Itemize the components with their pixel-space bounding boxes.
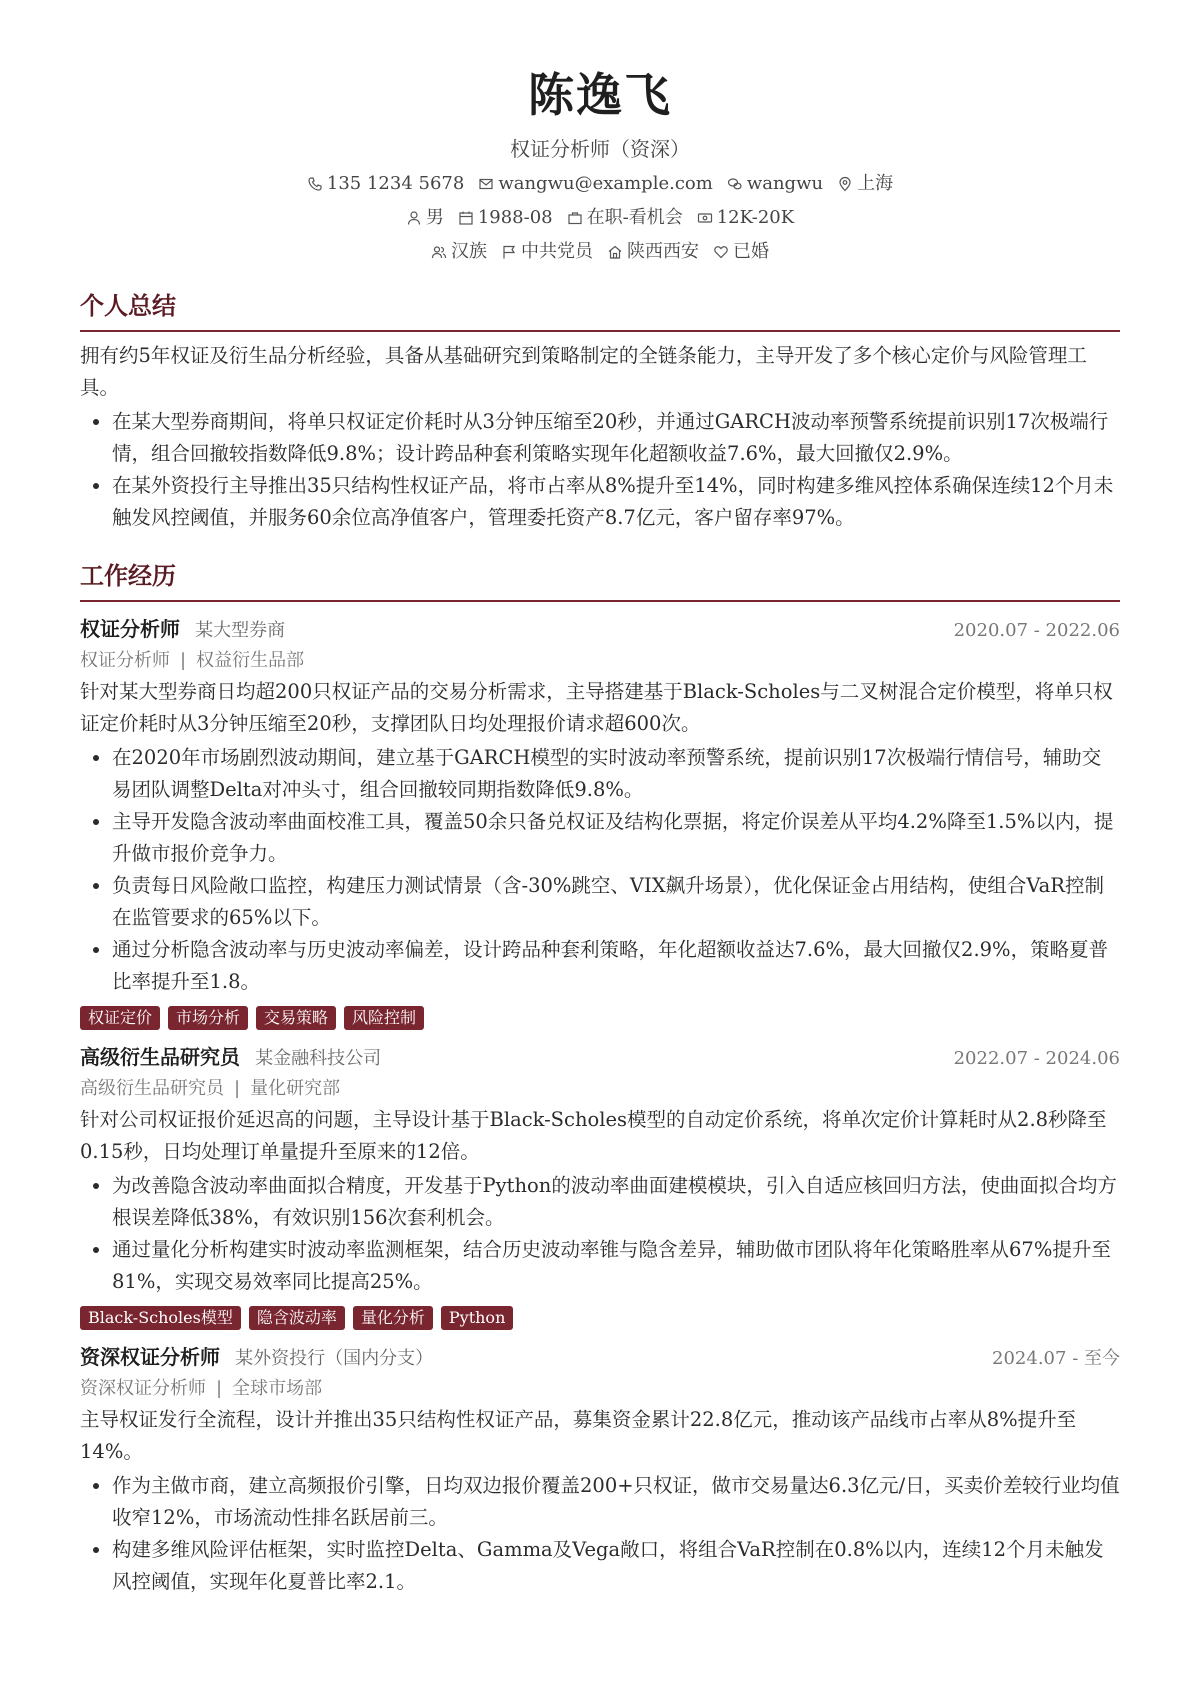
gender-text: 男 (425, 207, 444, 228)
money-icon (697, 210, 713, 226)
skill-tag: 风险控制 (344, 1006, 424, 1030)
home-icon (607, 244, 623, 260)
job-bullets (80, 1170, 1120, 1298)
birth-info (458, 206, 553, 230)
list-item: • 负责每日风险敞口监控，构建压力测试情景（含-30%跳空、VIX飙升场景），优化保证金占用结构，使组合VaR控制在监管要求的65%以下。 (112, 870, 1120, 934)
wechat-icon (727, 176, 743, 192)
job-header (80, 1042, 1120, 1074)
job-entry (80, 1342, 1120, 1598)
personal-line (80, 206, 1120, 230)
list-item: • 通过分析隐含波动率与历史波动率偏差，设计跨品种套利策略，年化超额收益达7.6%，最大回撤仅2.9%，策略夏普比率提升至1.8。 (112, 934, 1120, 998)
marital-text: 已婚 (733, 241, 769, 262)
list-item: • 在某大型券商期间，将单只权证定价耗时从3分钟压缩至20秒，并通过GARCH波动率预警系统提前识别17次极端行情，组合回撤较指数降低9.8%；设计跨品种套利策略实现年化超额收益7.6%，最大回撤仅2.9%。 (112, 406, 1120, 470)
job-date: 2024.07 - 至今 (992, 1348, 1120, 1369)
job-entry (80, 1042, 1120, 1330)
resume-header (80, 0, 1120, 264)
job-company: 某金融科技公司 (255, 1048, 382, 1069)
politics-text: 中共党员 (521, 241, 593, 262)
phone-number: 135 1234 5678 (326, 173, 465, 194)
job-company: 某外资投行（国内分支） (235, 1348, 434, 1369)
job-subline (80, 1374, 1120, 1404)
salary-text: 12K-20K (716, 207, 795, 228)
job-description: 针对某大型券商日均超200只权证产品的交易分析需求，主导搭建基于Black-Scholes与二叉树混合定价模型，将单只权证定价耗时从3分钟压缩至20秒，支撑团队日均处理报价请求超600次。 (80, 680, 1113, 735)
marital-info (713, 240, 769, 264)
heart-icon (713, 244, 729, 260)
job-role: 权证分析师 (80, 650, 170, 671)
location-info (837, 172, 893, 196)
email-info[interactable] (478, 172, 713, 196)
location-text: 上海 (857, 173, 894, 194)
skill-tag: 权证定价 (80, 1006, 160, 1030)
email-address: wangwu@example.com (498, 173, 713, 194)
politics-info (501, 240, 593, 264)
section-title-summary: 个人总结 (80, 290, 1120, 332)
separator: | (234, 1078, 241, 1099)
job-role: 高级衍生品研究员 (80, 1078, 224, 1099)
job-header (80, 1342, 1120, 1374)
status-info (567, 206, 683, 230)
summary-text: 拥有约5年权证及衍生品分析经验，具备从基础研究到策略制定的全链条能力，主导开发了多个核心定价与风险管理工具。 (80, 344, 1087, 399)
calendar-icon (458, 210, 474, 226)
job-title: 权证分析师（资深） (510, 137, 690, 161)
phone-info[interactable] (307, 172, 464, 196)
skill-tag: 市场分析 (168, 1006, 248, 1030)
job-subline (80, 646, 1120, 676)
job-subline (80, 1074, 1120, 1104)
job-description: 针对公司权证报价延迟高的问题，主导设计基于Black-Scholes模型的自动定价系统，将单次定价计算耗时从2.8秒降至0.15秒，日均处理订单量提升至原来的12倍。 (80, 1108, 1107, 1163)
separator: | (180, 650, 187, 671)
job-position: 高级衍生品研究员 (80, 1045, 240, 1069)
wechat-info[interactable] (727, 172, 823, 196)
list-item: • 为改善隐含波动率曲面拟合精度，开发基于Python的波动率曲面建模模块，引入自适应核回归方法，使曲面拟合均方根误差降低38%，有效识别156次套利机会。 (112, 1170, 1120, 1234)
job-dept: 权益衍生品部 (196, 650, 305, 671)
job-bullets (80, 742, 1120, 998)
ethnicity-text: 汉族 (451, 241, 487, 262)
list-item: • 通过量化分析构建实时波动率监测框架，结合历史波动率锥与隐含差异，辅助做市团队将年化策略胜率从67%提升至81%，实现交易效率同比提高25%。 (112, 1234, 1120, 1298)
skill-tag: Black-Scholes模型 (80, 1306, 241, 1330)
hometown-text: 陕西西安 (627, 241, 699, 262)
status-text: 在职-看机会 (586, 207, 683, 228)
salary-info (697, 206, 794, 230)
section-title-experience: 工作经历 (80, 560, 1120, 602)
list-item: • 构建多维风险评估框架，实时监控Delta、Gamma及Vega敞口，将组合VaR控制在0.8%以内，连续12个月未触发风控阈值，实现年化夏普比率2.1。 (112, 1534, 1120, 1598)
flag-icon (501, 244, 517, 260)
birth-text: 1988-08 (477, 207, 553, 228)
candidate-name: 陈逸飞 (528, 68, 672, 122)
mail-icon (478, 176, 494, 192)
gender-info (406, 206, 444, 230)
job-header (80, 614, 1120, 646)
job-description: 主导权证发行全流程，设计并推出35只结构性权证产品，募集资金累计22.8亿元，推动该产品线市占率从8%提升至14%。 (80, 1408, 1077, 1463)
list-item: • 主导开发隐含波动率曲面校准工具，覆盖50余只备兑权证及结构化票据，将定价误差从平均4.2%降至1.5%以内，提升做市报价竞争力。 (112, 806, 1120, 870)
ethnicity-info (431, 240, 487, 264)
job-company: 某大型券商 (195, 620, 286, 641)
job-entry (80, 614, 1120, 1030)
list-item: • 作为主做市商，建立高频报价引擎，日均双边报价覆盖200+只权证，做市交易量达6.3亿元/日，买卖价差较行业均值收窄12%，市场流动性排名跃居前三。 (112, 1470, 1120, 1534)
location-icon (837, 176, 853, 192)
skill-tag: Python (441, 1306, 513, 1330)
summary-bullets (80, 406, 1120, 534)
list-item: • 在2020年市场剧烈波动期间，建立基于GARCH模型的实时波动率预警系统，提前识别17次极端行情信号，辅助交易团队调整Delta对冲头寸，组合回撤较同期指数降低9.8%。 (112, 742, 1120, 806)
hometown-info (607, 240, 699, 264)
job-role: 资深权证分析师 (80, 1378, 206, 1399)
job-date: 2020.07 - 2022.06 (953, 620, 1120, 641)
skill-tag: 量化分析 (353, 1306, 433, 1330)
briefcase-icon (567, 210, 583, 226)
separator: | (216, 1378, 223, 1399)
skill-tag: 隐含波动率 (249, 1306, 345, 1330)
job-position: 权证分析师 (80, 617, 180, 641)
extra-line (80, 240, 1120, 264)
people-icon (431, 244, 447, 260)
job-position: 资深权证分析师 (80, 1345, 220, 1369)
contact-line (80, 172, 1120, 196)
skill-tags (80, 1006, 1120, 1030)
job-dept: 全球市场部 (232, 1378, 323, 1399)
job-date: 2022.07 - 2024.06 (953, 1048, 1120, 1069)
job-bullets (80, 1470, 1120, 1598)
job-dept: 量化研究部 (250, 1078, 341, 1099)
skill-tags (80, 1306, 1120, 1330)
user-icon (406, 210, 422, 226)
wechat-id: wangwu (746, 173, 824, 194)
phone-icon (307, 176, 323, 192)
list-item: • 在某外资投行主导推出35只结构性权证产品，将市占率从8%提升至14%，同时构建多维风控体系确保连续12个月未触发风控阈值，并服务60余位高净值客户，管理委托资产8.7亿元，客户留存率97%。 (112, 470, 1120, 534)
skill-tag: 交易策略 (256, 1006, 336, 1030)
